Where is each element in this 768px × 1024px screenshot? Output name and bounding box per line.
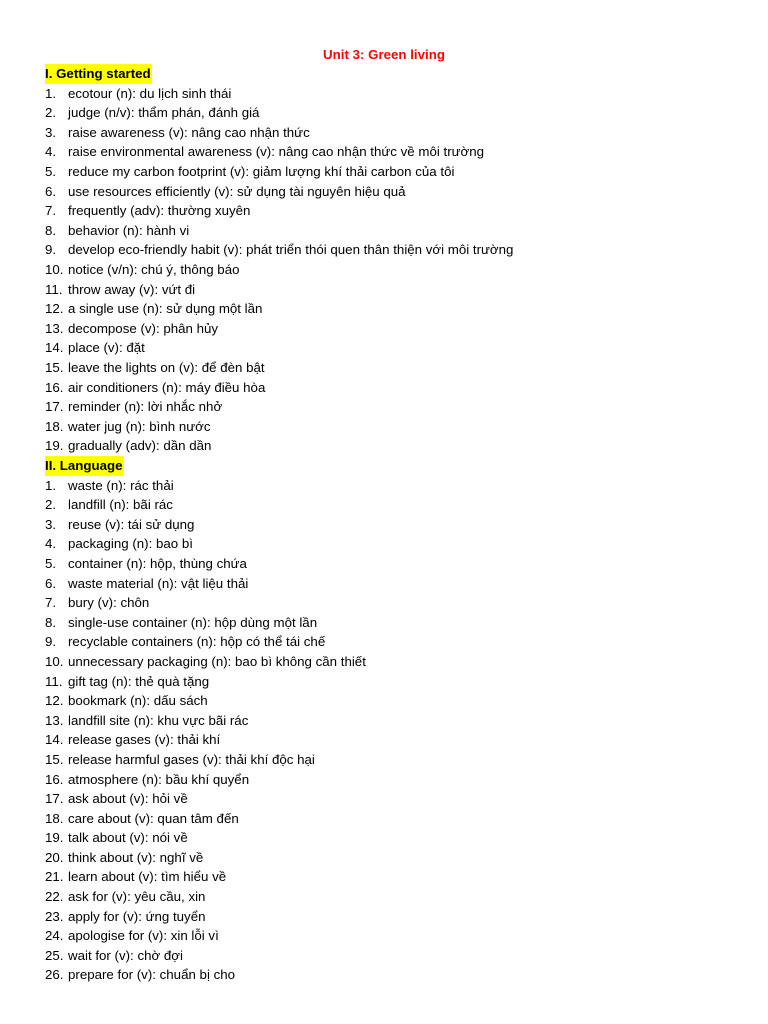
item-text: care about (v): quan tâm đến [68,810,239,826]
list-item [45,926,735,946]
item-text: wait for (v): chờ đợi [68,947,183,963]
item-number: 6. [45,575,57,591]
list-item [45,887,735,907]
item-number: 26. [45,967,64,983]
item-number: 18. [45,810,64,826]
vocabulary-list [45,476,735,985]
vocabulary-list [45,84,735,456]
item-text: waste material (n): vật liệu thải [68,575,249,591]
list-item [45,397,735,417]
item-text: throw away (v): vứt đi [68,281,196,297]
list-item [45,730,735,750]
item-number: 19. [45,830,64,846]
item-number: 14. [45,340,64,356]
list-item [45,554,735,574]
item-number: 15. [45,751,64,767]
list-item [45,417,735,437]
list-item [45,378,735,398]
item-number: 6. [45,183,57,199]
item-text: apologise for (v): xin lỗi vì [68,928,219,944]
item-number: 4. [45,536,57,552]
item-text: frequently (adv): thường xuyên [68,203,251,219]
list-item [45,711,735,731]
list-item [45,691,735,711]
item-text: place (v): đặt [68,340,145,356]
item-text: air conditioners (n): máy điều hòa [68,379,266,395]
document-title: Unit 3: Green living [323,47,445,62]
item-number: 23. [45,908,64,924]
list-item [45,613,735,633]
item-number: 15. [45,359,64,375]
item-number: 25. [45,947,64,963]
item-text: ask for (v): yêu cầu, xin [68,889,206,905]
list-item [45,593,735,613]
item-number: 1. [45,477,57,493]
item-number: 4. [45,144,57,160]
item-text: develop eco-friendly habit (v): phát triển thói quen thân thiện với môi trường [68,242,514,258]
list-item [45,436,735,456]
section-heading: II. Language [45,456,124,476]
item-number: 3. [45,124,57,140]
item-number: 10. [45,261,64,277]
list-item [45,240,735,260]
item-number: 3. [45,516,57,532]
item-number: 17. [45,399,64,415]
item-text: water jug (n): bình nước [68,418,211,434]
section-heading: I. Getting started [45,64,152,84]
item-text: prepare for (v): chuẩn bị cho [68,967,236,983]
list-item [45,299,735,319]
item-text: notice (v/n): chú ý, thông báo [68,261,240,277]
item-number: 20. [45,849,64,865]
list-item [45,770,735,790]
item-number: 7. [45,595,57,611]
list-item [45,534,735,554]
item-text: release harmful gases (v): thải khí độc hại [68,751,315,767]
list-item [45,828,735,848]
item-text: think about (v): nghĩ về [68,849,204,865]
item-text: raise environmental awareness (v): nâng cao nhận thức về môi trường [68,144,485,160]
item-text: judge (n/v): thẩm phán, đánh giá [68,105,260,121]
list-item [45,907,735,927]
item-number: 8. [45,614,57,630]
item-number: 14. [45,732,64,748]
list-item [45,789,735,809]
item-text: waste (n): rác thải [68,477,174,493]
item-number: 5. [45,163,57,179]
item-text: use resources efficiently (v): sử dụng tài nguyên hiệu quả [68,183,406,199]
list-item [45,750,735,770]
item-number: 12. [45,693,64,709]
item-text: container (n): hộp, thùng chứa [68,555,247,571]
item-text: landfill (n): bãi rác [68,497,173,513]
list-item [45,260,735,280]
item-number: 12. [45,301,64,317]
item-text: reuse (v): tái sử dụng [68,516,195,532]
item-text: ecotour (n): du lịch sinh thái [68,85,232,101]
item-text: reminder (n): lời nhắc nhở [68,399,223,415]
item-text: gift tag (n): thẻ quà tặng [68,673,210,689]
item-number: 1. [45,85,57,101]
list-item [45,848,735,868]
list-item [45,84,735,104]
item-text: release gases (v): thải khí [68,732,221,748]
section-getting-started [45,64,735,456]
item-number: 10. [45,653,64,669]
list-item [45,319,735,339]
list-item [45,182,735,202]
list-item [45,867,735,887]
list-item [45,162,735,182]
list-item [45,221,735,241]
item-number: 11. [45,673,63,689]
item-number: 13. [45,712,64,728]
item-text: gradually (adv): dần dần [68,438,212,454]
item-text: a single use (n): sử dụng một lần [68,301,263,317]
item-text: learn about (v): tìm hiểu về [68,869,227,885]
list-item [45,809,735,829]
item-text: landfill site (n): khu vực bãi rác [68,712,249,728]
item-number: 8. [45,222,57,238]
item-number: 2. [45,497,57,513]
item-number: 17. [45,791,64,807]
list-item [45,103,735,123]
list-item [45,672,735,692]
item-number: 9. [45,242,57,258]
item-number: 5. [45,555,57,571]
item-text: bury (v): chôn [68,595,150,611]
item-number: 24. [45,928,64,944]
list-item [45,632,735,652]
list-item [45,495,735,515]
list-item [45,946,735,966]
item-number: 18. [45,418,64,434]
item-number: 21. [45,869,64,885]
list-item [45,338,735,358]
item-text: single-use container (n): hộp dùng một lần [68,614,318,630]
item-number: 22. [45,889,64,905]
item-text: packaging (n): bao bì [68,536,193,552]
list-item [45,476,735,496]
item-number: 9. [45,634,57,650]
item-number: 16. [45,379,64,395]
list-item [45,123,735,143]
item-text: leave the lights on (v): để đèn bật [68,359,265,375]
item-text: bookmark (n): dấu sách [68,693,208,709]
section-language [45,456,735,985]
item-text: raise awareness (v): nâng cao nhận thức [68,124,310,140]
item-text: behavior (n): hành vi [68,222,190,238]
item-number: 7. [45,203,57,219]
list-item [45,201,735,221]
item-number: 11. [45,281,63,297]
item-number: 2. [45,105,57,121]
item-number: 13. [45,320,64,336]
item-text: apply for (v): ứng tuyển [68,908,206,924]
item-text: unnecessary packaging (n): bao bì không cần thiết [68,653,366,669]
item-text: recyclable containers (n): hộp có thể tái chế [68,634,326,650]
item-number: 16. [45,771,64,787]
list-item [45,574,735,594]
item-text: atmosphere (n): bầu khí quyển [68,771,250,787]
item-text: talk about (v): nói về [68,830,188,846]
list-item [45,358,735,378]
item-text: decompose (v): phân hủy [68,320,219,336]
item-number: 19. [45,438,64,454]
item-text: reduce my carbon footprint (v): giảm lượng khí thải carbon của tôi [68,163,455,179]
list-item [45,515,735,535]
list-item [45,965,735,985]
item-text: ask about (v): hỏi về [68,791,188,807]
list-item [45,652,735,672]
list-item [45,280,735,300]
list-item [45,142,735,162]
